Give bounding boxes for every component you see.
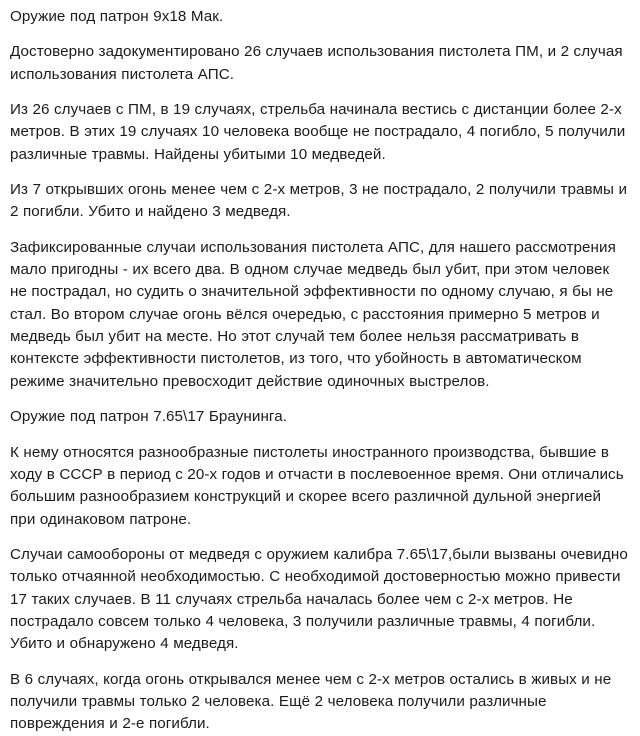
paragraph: Из 7 открывших огонь менее чем с 2-х метров, 3 не пострадало, 2 получили травмы и 2 погибли. Убито и найдено 3 медведя.: [10, 181, 628, 221]
paragraph: В 6 случаях, когда огонь открывался менее чем с 2-х метров остались в живых и не получили травмы только 2 человека. Ещё 2 человека получили различные повреждения и 2-е погибли.: [10, 670, 612, 733]
paragraph: Оружие под патрон 7.65\17 Браунинга.: [10, 408, 288, 426]
paragraph: К нему относятся разнообразные пистолеты иностранного производства, бывшие в ходу в СССР в период с 20-х годов и отчасти в послевоенное время. Они отличались большим разнообразием конструкций и скорее всего различной дульной энергией при одинаковом патроне.: [10, 443, 624, 528]
paragraph: Зафиксированные случаи использования пистолета АПС, для нашего рассмотрения мало пригодны - их всего два. В одном случае медведь был убит, при этом человек не пострадал, но судить о значительной эффективности по одному случаю, я бы не стал. Во втором случае огонь вёлся очередью, с расстояния примерно 5 метров и медведь был убит на месте. Но этот случай тем более нельзя рассматривать в контексте эффективности пистолетов, из того, что убойность в автоматическом режиме значительно превосходит действие одиночных выстрелов.: [10, 238, 616, 390]
paragraph: Достоверно задокументировано 26 случаев использования пистолета ПМ, и 2 случая использования пистолета АПС.: [10, 43, 623, 83]
paragraph: Случаи самообороны от медведя с оружием калибра 7.65\17,были вызваны очевидно только отчаянной необходимостью. С необходимой достоверностью можно привести 17 таких случаев. В 11 случаях стрельба началась более чем с 2-х метров. Не пострадало совсем только 4 человека, 3 получили различные травмы, 4 погибли. Убито и обнаружено 4 медведя.: [10, 545, 628, 653]
paragraph: Оружие под патрон 9x18 Мак.: [10, 8, 224, 25]
paragraph: Из 26 случаев с ПМ, в 19 случаях, стрельба начинала вестись с дистанции более 2-х метров. В этих 19 случаях 10 человека вообще не пострадало, 4 погибло, 5 получили различные травмы. Найдены убитыми 10 медведей.: [10, 101, 626, 163]
